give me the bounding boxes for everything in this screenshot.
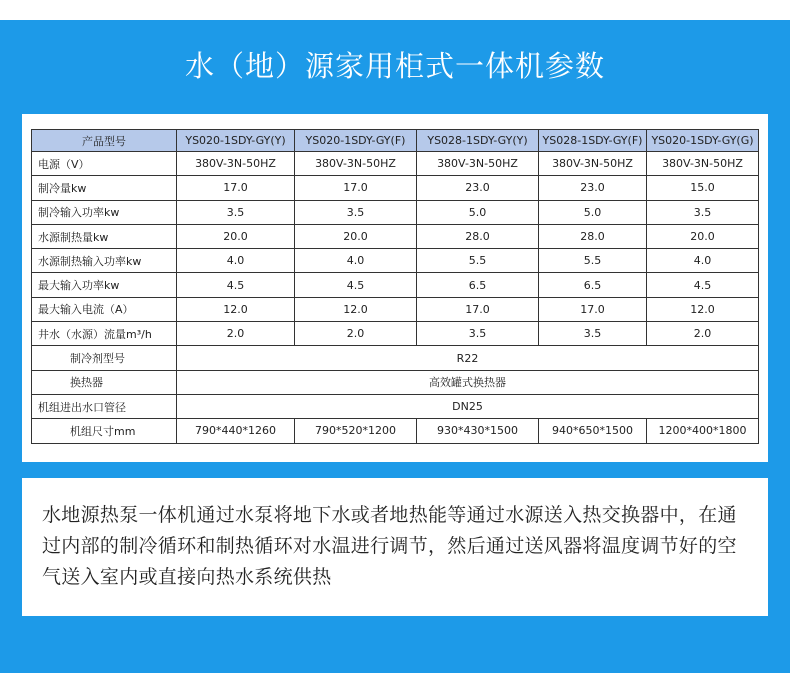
table-cell: 380V-3N-50HZ — [647, 152, 759, 176]
table-cell: 23.0 — [417, 176, 539, 200]
table-cell: 5.0 — [539, 200, 647, 224]
parameters-table — [31, 129, 759, 444]
table-row — [32, 224, 759, 248]
header-cell: YS028-1SDY-GY(Y) — [417, 130, 539, 152]
table-row-merged — [32, 370, 759, 394]
row-label: 水源制热输入功率kw — [32, 249, 177, 273]
table-cell: 2.0 — [177, 322, 295, 346]
table-cell: 6.5 — [539, 273, 647, 297]
row-label: 制冷输入功率kw — [32, 200, 177, 224]
row-label: 换热器 — [32, 370, 177, 394]
description-card — [22, 478, 768, 616]
row-label: 制冷剂型号 — [32, 346, 177, 370]
table-row — [32, 200, 759, 224]
merged-cell: DN25 — [177, 394, 759, 418]
description-text: 水地源热泵一体机通过水泵将地下水或者地热能等通过水源送入热交换器中，在通过内部的制冷循环和制热循环对水温进行调节，然后通过送风器将温度调节好的空气送入室内或直接向热水系统供热 — [42, 504, 737, 588]
table-row — [32, 176, 759, 200]
table-header-row — [32, 130, 759, 152]
row-label: 水源制热量kw — [32, 224, 177, 248]
table-cell: 940*650*1500 — [539, 419, 647, 443]
table-cell: 2.0 — [647, 322, 759, 346]
row-label: 机组进出水口管径 — [32, 394, 177, 418]
table-cell: 20.0 — [177, 224, 295, 248]
table-cell: 5.0 — [417, 200, 539, 224]
table-cell: 380V-3N-50HZ — [177, 152, 295, 176]
table-cell: 12.0 — [647, 297, 759, 321]
table-cell: 3.5 — [539, 322, 647, 346]
table-cell: 3.5 — [647, 200, 759, 224]
table-cell: 23.0 — [539, 176, 647, 200]
table-row — [32, 152, 759, 176]
page-title: 水（地）源家用柜式一体机参数 — [184, 49, 605, 83]
table-row — [32, 419, 759, 443]
table-row — [32, 249, 759, 273]
table-cell: 380V-3N-50HZ — [417, 152, 539, 176]
table-cell: 15.0 — [647, 176, 759, 200]
table-cell: 17.0 — [295, 176, 417, 200]
table-cell: 790*440*1260 — [177, 419, 295, 443]
row-label: 电源（V） — [32, 152, 177, 176]
table-cell: 28.0 — [417, 224, 539, 248]
table-cell: 17.0 — [417, 297, 539, 321]
table-row-merged — [32, 394, 759, 418]
table-cell: 4.5 — [177, 273, 295, 297]
table-cell: 4.5 — [295, 273, 417, 297]
row-label: 最大输入电流（A） — [32, 297, 177, 321]
table-cell: 3.5 — [417, 322, 539, 346]
table-cell: 3.5 — [295, 200, 417, 224]
table-cell: 3.5 — [177, 200, 295, 224]
header-cell: YS020-1SDY-GY(G) — [647, 130, 759, 152]
merged-cell: 高效罐式换热器 — [177, 370, 759, 394]
table-cell: 20.0 — [295, 224, 417, 248]
header-cell: YS028-1SDY-GY(F) — [539, 130, 647, 152]
table-cell: 17.0 — [177, 176, 295, 200]
table-cell: 4.0 — [295, 249, 417, 273]
table-cell: 380V-3N-50HZ — [295, 152, 417, 176]
table-cell: 5.5 — [417, 249, 539, 273]
row-label: 最大输入功率kw — [32, 273, 177, 297]
table-cell: 5.5 — [539, 249, 647, 273]
table-row-merged — [32, 346, 759, 370]
table-cell: 380V-3N-50HZ — [539, 152, 647, 176]
table-cell: 2.0 — [295, 322, 417, 346]
table-cell: 6.5 — [417, 273, 539, 297]
table-cell: 28.0 — [539, 224, 647, 248]
header-cell: 产品型号 — [32, 130, 177, 152]
header-cell: YS020-1SDY-GY(F) — [295, 130, 417, 152]
table-row — [32, 273, 759, 297]
table-cell: 4.5 — [647, 273, 759, 297]
table-cell: 930*430*1500 — [417, 419, 539, 443]
table-row — [32, 322, 759, 346]
parameters-card — [22, 114, 768, 462]
row-label: 制冷量kw — [32, 176, 177, 200]
table-cell: 790*520*1200 — [295, 419, 417, 443]
table-cell: 1200*400*1800 — [647, 419, 759, 443]
table-cell: 12.0 — [177, 297, 295, 321]
table-cell: 12.0 — [295, 297, 417, 321]
header-cell: YS020-1SDY-GY(Y) — [177, 130, 295, 152]
row-label: 机组尺寸mm — [32, 419, 177, 443]
merged-cell: R22 — [177, 346, 759, 370]
table-cell: 4.0 — [647, 249, 759, 273]
table-cell: 20.0 — [647, 224, 759, 248]
table-row — [32, 297, 759, 321]
table-cell: 17.0 — [539, 297, 647, 321]
row-label: 井水（水源）流量m³/h — [32, 322, 177, 346]
table-cell: 4.0 — [177, 249, 295, 273]
